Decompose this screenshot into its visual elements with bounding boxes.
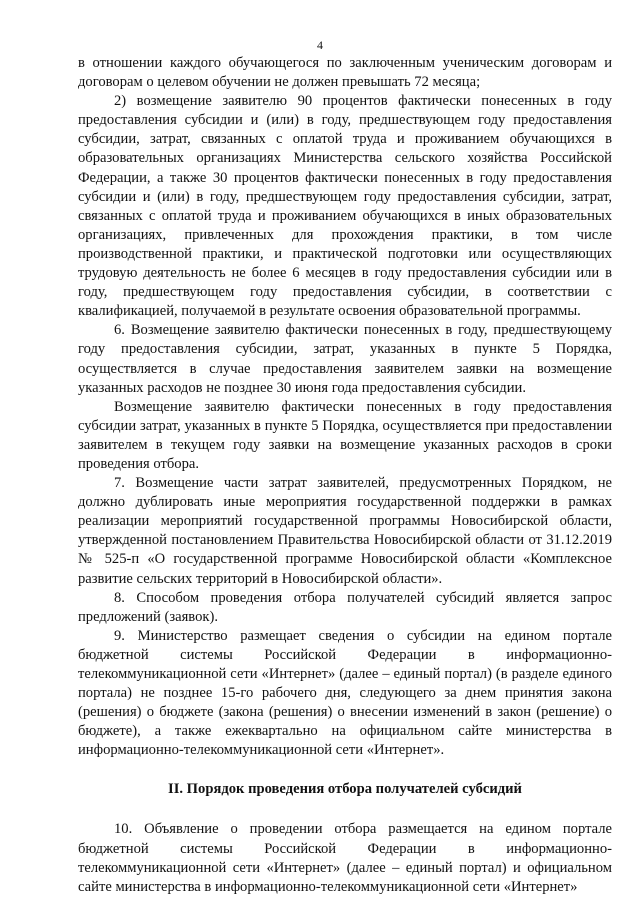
document-body [78,54,612,897]
paragraph-item-10: 10. Объявление о проведении отбора размещается на едином портале бюджетной системы Российской Федерации в информационно-телекоммуникационной сети «Интернет» (далее – единый портал) и официальном сайте министерства в информационно-телекоммуникационной сети «Интернет» [78,821,612,895]
paragraph-item-8: 8. Способом проведения отбора получателей субсидий является запрос предложений (заявок). [78,589,612,625]
section-heading: II. Порядок проведения отбора получателей субсидий [168,781,522,798]
paragraph-item-6: 6. Возмещение заявителю фактически понесенных в году, предшествующему году предоставления субсидии, затрат, указанных в пункте 5 Порядка, осуществляется в случае предоставления заявителем заявки на возмещение указанных расходов не позднее 30 июня года предоставления субсидии. [78,322,612,396]
paragraph-subitem-2: 2) возмещение заявителю 90 процентов фактически понесенных в году предоставления субсидии и (или) в году, предшествующем году предоставления субсидии, затрат, связанных с оплатой труда и проживанием обучающихся в образовательных организациях Министерства сельского хозяйства Российской Федерации, а также 30 процентов фактически понесенных в году предоставления субсидии и (или) в году, предшествующем году предоставления субсидии, затрат, связанных с оплатой труда и проживанием обучающихся в иных образовательных организациях, привлеченных для прохождения практики, в том числе производственной практики, и практической подготовки или осуществляющих трудовую деятельность не более 6 месяцев в году предоставления субсидии или в году, предшествующем году предоставления субсидии, в соответствии с квалификацией, получаемой в результате освоения образовательной программы. [78,93,612,320]
paragraph-item-9: 9. Министерство размещает сведения о субсидии на едином портале бюджетной системы Российской Федерации в информационно-телекоммуникационной сети «Интернет» (далее – единый портал) (в разделе единого портала) не позднее 15-го рабочего дня, следующего за днем принятия закона (решения) о бюджете (закона (решения) о внесении изменений в закон (решение) о бюджете), а также ежеквартально на официальном сайте министерства в информационно-телекоммуникационной сети «Интернет». [78,627,612,759]
paragraph-continuation: в отношении каждого обучающегося по заключенным ученическим договорам и договорам о целевом обучении не должен превышать 72 месяца; [78,55,612,91]
paragraph-item-7: 7. Возмещение части затрат заявителей, предусмотренных Порядком, не должно дублировать иные мероприятия государственной поддержки в рамках реализации мероприятий государственной программы Новосибирской области, утвержденной постановлением Правительства Новосибирской области от 31.12.2019 № 525-п «О государственной программе Новосибирской области «Комплексное развитие сельских территорий в Новосибирской области». [78,475,612,587]
page-number: 4 [317,38,323,52]
paragraph-item-6-continued: Возмещение заявителю фактически понесенных в году предоставления субсидии затрат, указанных в пункте 5 Порядка, осуществляется при предоставлении заявителем в текущем году заявки на возмещение указанных расходов в сроки проведения отбора. [78,398,612,472]
